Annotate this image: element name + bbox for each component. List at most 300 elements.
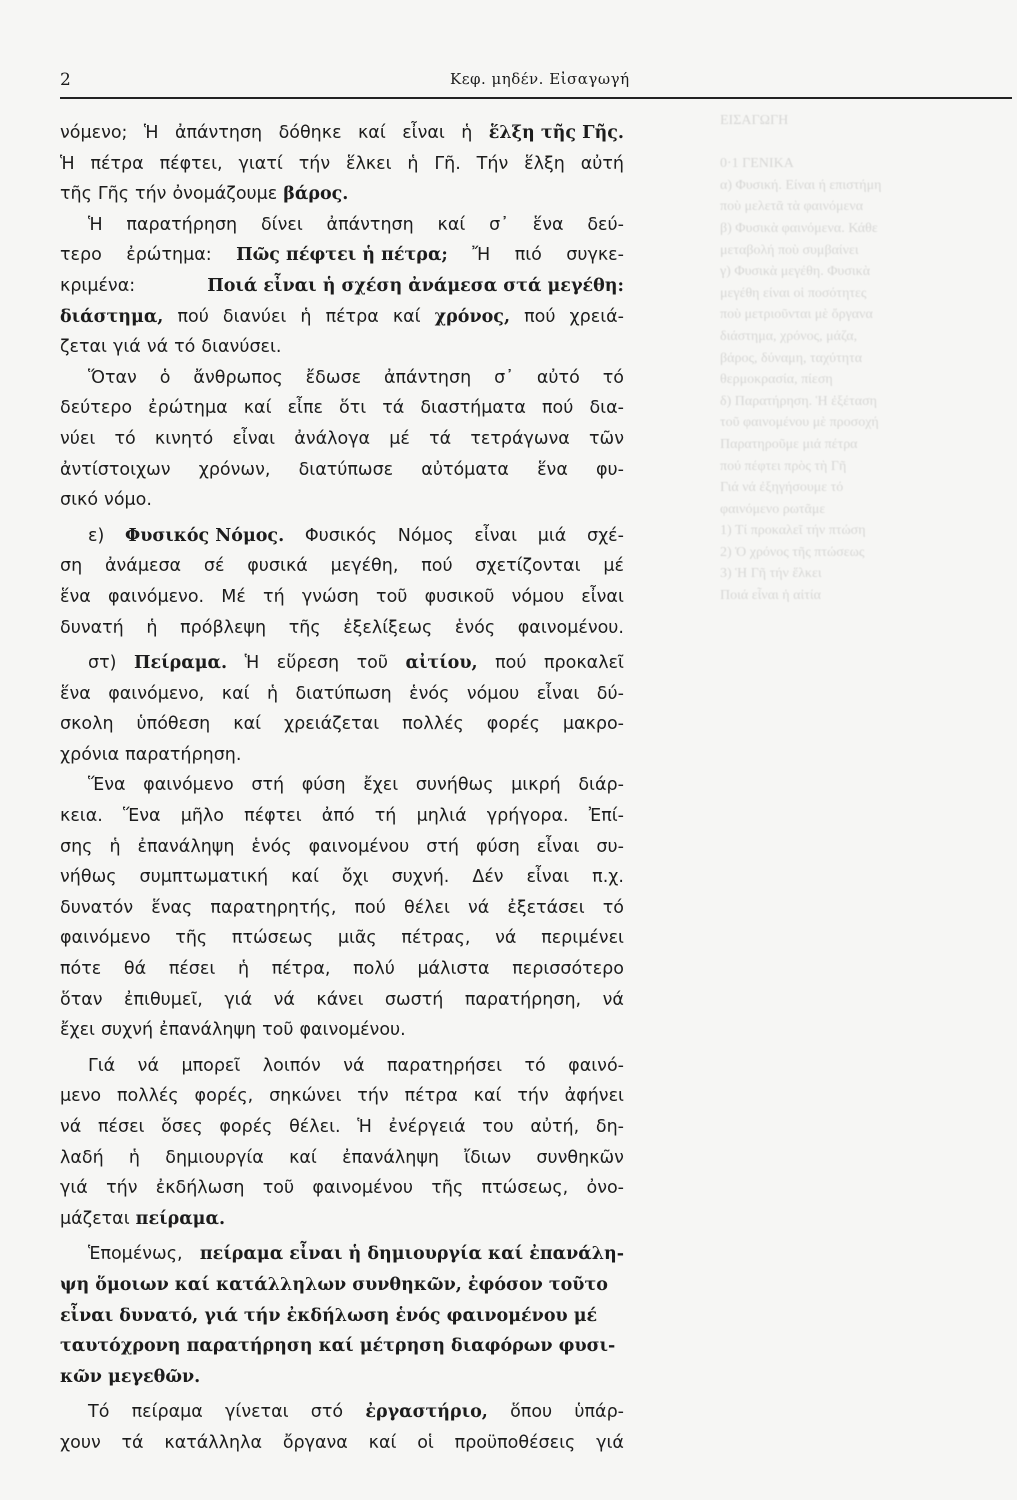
body-text <box>60 118 624 1459</box>
word: πέτρα <box>404 1086 458 1107</box>
word: ἕλξη <box>524 153 565 174</box>
text-line <box>60 954 624 985</box>
word: γιατί <box>238 153 283 174</box>
word: φαινομένου <box>308 836 410 857</box>
word: λοιπόν <box>262 1055 321 1076</box>
word: χρόνια <box>60 744 120 765</box>
word: διανύει <box>222 306 287 327</box>
word: νά <box>137 1055 159 1076</box>
bold-term: διάστημα, <box>60 306 164 327</box>
word: Ἑπομένως, <box>88 1244 183 1265</box>
word: Ἤ <box>472 245 491 266</box>
text-line <box>60 455 624 486</box>
word: καί <box>291 867 319 888</box>
word: ἄνθρωπος <box>193 367 283 388</box>
word: μέ <box>389 428 410 449</box>
text-line <box>60 1428 624 1459</box>
word: τῆς <box>175 928 208 949</box>
word: του <box>482 1117 514 1137</box>
word: καί <box>243 398 272 419</box>
word: φυσικοῦ <box>424 586 495 607</box>
word: τῶν <box>589 428 624 449</box>
word: φαινόμενο <box>143 775 234 796</box>
word: πέσει <box>97 1117 145 1137</box>
word: ἡ <box>146 617 158 638</box>
text-line <box>60 1051 624 1082</box>
word: ἕνα <box>60 683 91 704</box>
word: τό <box>602 897 624 918</box>
word: κινητό <box>154 428 214 449</box>
word: τετράγωνα <box>470 428 570 449</box>
word: νόμενο; <box>60 123 128 143</box>
word: περισσότερο <box>512 959 624 980</box>
word: ἴδιων <box>464 1147 512 1168</box>
word: προϋποθέσεις <box>454 1432 576 1453</box>
text-line <box>60 1015 624 1046</box>
word: ἡ <box>237 959 250 980</box>
word: φύση <box>301 775 346 796</box>
word: ὅτι <box>339 398 367 419</box>
word: πού <box>421 556 453 577</box>
word: μηλιά <box>416 806 467 827</box>
word: στή <box>426 836 459 857</box>
word: ὄχι <box>341 867 369 888</box>
word: αὐτόματα <box>421 459 509 480</box>
word: ἐνέργειά <box>388 1117 466 1137</box>
word: σκολη <box>60 714 114 735</box>
word: ἀντίστοιχων <box>60 459 171 480</box>
word: ἕνα <box>60 586 91 607</box>
word: τά <box>429 428 452 449</box>
word: Γιά <box>88 1055 116 1076</box>
word: ὅταν <box>60 989 103 1010</box>
text-line <box>60 832 624 863</box>
word: χουν <box>60 1432 101 1453</box>
word: τοῦ <box>356 653 388 674</box>
word: Ἡ <box>143 123 159 143</box>
word: ἐπανάληψη <box>159 1020 257 1041</box>
word: συνθηκῶν <box>536 1147 624 1168</box>
word: νόμο. <box>104 490 152 511</box>
word: μενο <box>60 1086 102 1107</box>
text-line <box>60 1173 624 1204</box>
word: εἶναι <box>536 683 580 704</box>
word: καί <box>357 123 386 143</box>
word: σηκώνει <box>269 1086 342 1107</box>
word: νόμου <box>466 683 520 704</box>
word: χρειάζεται <box>284 714 380 735</box>
word: εἶναι <box>526 867 570 888</box>
word: πέφτει, <box>159 153 223 174</box>
word: Μέ <box>221 586 246 607</box>
word: ἔδωσε <box>305 367 362 388</box>
bleed-through-facing-page: ΕΙΣΑΓΩΓΗ 0·1 ΓΕΝΙΚΑ α) Φυσική. Είναι ή επιστήμη ποὺ μελετᾶ τὰ φαινόμενα β) Φυσικὰ φαινόμενα. Κάθε μεταβολή ποὺ συμβαίνει γ) Φυσικὰ μεγέθη. Φυσικὰ μεγέθη είναι οἱ ποσότητες ποὺ μετριοῦνται μὲ ὄργανα διάστημα, χρόνος, μάζα, βάρος, δύναμη, ταχύτητα θερμοκρασία, πίεση δ) Παρατήρηση. Ἡ ἐξέταση τοῦ φαινομένου μὲ προσοχή Παρατηροῦμε μιά πέτρα πού πέφτει πρὸς τὴ Γῆ Γιά νά ἐξηγήσουμε τό φαινόμενο ρωτᾶμε 1) Τί προκαλεῖ τήν πτώση 2) Ὁ χρόνος τῆς πτώσεως 3) Ἡ Γῆ τήν ἕλκει Ποιά εἶναι ἡ αἰτία <box>720 113 882 604</box>
bold-term: Ποιά εἶναι ἡ σχέση ἀνάμεσα στά μεγέθη: <box>207 275 624 296</box>
word: ἀνάλογα <box>294 428 371 449</box>
word: φύση <box>475 836 520 857</box>
word: ὑπόθεση <box>136 714 211 735</box>
word: Ἡ <box>88 214 103 235</box>
word: γιά <box>596 1432 624 1453</box>
word: εἶπε <box>287 398 323 419</box>
word: πού <box>542 398 574 419</box>
bold-term: Πείραμα. <box>133 653 228 674</box>
text-line <box>60 801 624 832</box>
word: σχέ- <box>586 525 624 546</box>
text-line <box>60 240 624 271</box>
word: ὀνομάζουμε <box>172 184 278 205</box>
word: φαινομένου <box>312 1178 414 1199</box>
word: Γῆ. <box>434 153 461 174</box>
word: νά <box>60 1117 82 1137</box>
text-line <box>60 1081 624 1112</box>
word: Νόμος <box>397 525 454 546</box>
word: τήν <box>135 184 167 205</box>
word: δυνατή <box>60 617 124 638</box>
word: μέ <box>603 556 624 577</box>
word: νήθως <box>60 867 117 888</box>
word: ὀνο- <box>586 1178 624 1199</box>
word: φαινόμενο <box>60 928 151 949</box>
text-line <box>60 1331 624 1362</box>
word: ση <box>60 556 83 577</box>
word: παρατηρητής, <box>210 897 337 918</box>
word: τήν <box>298 153 331 174</box>
word: συμπτωματική <box>139 867 269 888</box>
word: στό <box>310 1402 344 1423</box>
word: ἕνα <box>537 459 568 480</box>
word: πέτρα <box>325 306 379 327</box>
bold-term: ψη ὅμοιων καί κατάλληλων συνθηκῶν, ἐφόσον τοῦτο <box>60 1274 608 1295</box>
word: τῆς <box>288 617 321 638</box>
word: ἀπάντηση <box>383 367 472 388</box>
word: ἡ <box>109 836 121 857</box>
word: Τήν <box>476 153 509 174</box>
word: γίνεται <box>225 1402 289 1423</box>
word: φαινόμενο, <box>108 683 205 704</box>
text-line <box>60 424 624 455</box>
word: γιά <box>112 337 141 358</box>
word: πέφτει <box>244 806 302 827</box>
text-line <box>60 1397 624 1428</box>
word: ὁ <box>159 367 171 388</box>
word: πότε <box>60 959 102 980</box>
word: χρειά- <box>569 306 624 327</box>
word: διατύπωσε <box>298 459 394 480</box>
word: ὅσες <box>161 1117 203 1137</box>
word: συχνή <box>100 1020 154 1041</box>
word: γιά <box>60 1178 88 1199</box>
word: ἡ <box>407 153 419 174</box>
word: ἐξελίξεως <box>343 617 433 638</box>
word: νύει <box>60 428 96 449</box>
word: Ἐπί- <box>588 806 624 827</box>
text-line <box>60 393 624 424</box>
word: πρόβλεψη <box>180 617 267 638</box>
word: τά <box>382 398 405 419</box>
word: παρατηρήσει <box>387 1055 503 1076</box>
word: ἕλκει <box>345 153 392 174</box>
word: αὐτή, <box>530 1117 580 1137</box>
word: διατύπωση <box>295 683 392 704</box>
word: δίνει <box>260 214 303 235</box>
text-line <box>60 740 624 771</box>
word: χρόνων, <box>198 459 271 480</box>
word: λαδή <box>60 1147 104 1168</box>
text-line <box>60 1204 624 1235</box>
word: περιμένει <box>541 928 624 949</box>
word: εὕρεση <box>276 653 340 674</box>
word: κάνει <box>316 989 364 1010</box>
word: ὄργανα <box>282 1432 348 1453</box>
word: γνώση <box>301 586 359 607</box>
word: ἐξετάσει <box>507 897 585 918</box>
word: πτώσεως <box>231 928 314 949</box>
word: πείραμα <box>131 1402 203 1423</box>
word: διανύσει. <box>201 337 282 358</box>
header-rule <box>60 97 1012 99</box>
word: ἐπανάληψη <box>342 1147 439 1168</box>
word: ἐπανάληψη <box>137 836 235 857</box>
word: πού <box>495 653 527 674</box>
text-line <box>60 179 624 210</box>
word: ἡ <box>128 1147 141 1168</box>
word: σικό <box>60 490 99 511</box>
word: θέλει <box>403 897 450 918</box>
word: καί <box>392 306 421 327</box>
text-line <box>60 1270 624 1301</box>
word: μιά <box>537 525 567 546</box>
word: ἐπιθυμεῖ, <box>124 989 203 1010</box>
word: καί <box>289 1147 317 1168</box>
word: παρατήρηση, <box>464 989 582 1010</box>
word: Τό <box>88 1402 110 1423</box>
word: δεύ- <box>587 214 624 235</box>
word: τερο <box>60 245 102 266</box>
word: εἶναι <box>581 586 624 607</box>
word: σέ <box>203 556 225 577</box>
text-line <box>60 1362 624 1393</box>
word: Ἕνα <box>88 775 126 796</box>
word: φορές <box>219 1117 273 1137</box>
word: σχετίζονται <box>475 556 581 577</box>
word: παρατήρηση. <box>125 744 242 765</box>
word: φαινομένου. <box>517 617 624 638</box>
word: τό <box>602 367 624 388</box>
word: ὑπάρ- <box>574 1402 624 1423</box>
text-line <box>60 679 624 710</box>
text-line <box>60 485 624 516</box>
word: ἐκδήλωση <box>155 1178 245 1199</box>
word: νά <box>146 337 169 358</box>
word: εἶναι <box>474 525 518 546</box>
word: ἀπό <box>321 806 355 827</box>
word: νά <box>467 897 490 918</box>
word: κεια. <box>60 806 103 827</box>
word: π.χ. <box>592 867 624 888</box>
word: φυσικά <box>247 556 308 577</box>
word: ἡ <box>461 123 473 143</box>
text-line <box>60 862 624 893</box>
word: ἐρώτημα: <box>126 245 212 266</box>
word: θά <box>123 959 147 980</box>
word: νόμου <box>511 586 565 607</box>
text-line <box>60 923 624 954</box>
text-line <box>60 648 624 679</box>
word: καί <box>437 214 466 235</box>
bold-term: ἐργαστήριο, <box>365 1402 488 1423</box>
word: πολλές <box>116 1086 179 1107</box>
word: ἑνός <box>251 836 292 857</box>
word: νά <box>602 989 624 1010</box>
text-line <box>60 1301 624 1332</box>
word: φαινόμενο. <box>107 586 205 607</box>
word: διαστήματα <box>420 398 526 419</box>
text-line <box>60 582 624 613</box>
page-number: 2 <box>60 70 71 90</box>
text-line <box>60 709 624 740</box>
bold-term: Φυσικός Νόμος. <box>124 525 285 546</box>
bold-term: Πῶς πέφτει ἡ πέτρα; <box>236 245 448 266</box>
word: γρήγορα. <box>486 806 569 827</box>
word: νά <box>273 989 295 1010</box>
word: πιό <box>514 245 542 266</box>
word: Ἡ <box>60 153 75 174</box>
word: φορές, <box>194 1086 254 1107</box>
word: ἔχει <box>363 775 399 796</box>
word: ὅπου <box>510 1402 553 1423</box>
word: ἀνάμεσα <box>105 556 182 577</box>
word: μεγέθη, <box>330 556 399 577</box>
word: τῆς <box>60 184 92 205</box>
word: σωστή <box>384 989 444 1010</box>
word: νά <box>343 1055 365 1076</box>
word: τή <box>263 586 285 607</box>
word: τήν <box>517 1086 549 1107</box>
word: μάλιστα <box>417 959 490 980</box>
word: μικρή <box>511 775 561 796</box>
word: καί <box>233 714 262 735</box>
word: ἡ <box>300 306 312 327</box>
word: προκαλεῖ <box>544 653 624 674</box>
text-line <box>60 1112 624 1143</box>
word: τό <box>524 1055 546 1076</box>
bold-term: χρόνος, <box>434 306 511 327</box>
word: πέσει <box>168 959 216 980</box>
word: πτώσεως, <box>481 1178 569 1199</box>
word: φυ- <box>596 459 624 480</box>
word: ἐρώτημα <box>148 398 228 419</box>
word: συγκε- <box>566 245 624 266</box>
word: τά <box>121 1432 144 1453</box>
word: δεύτερο <box>60 398 133 419</box>
text-line <box>60 302 624 333</box>
bold-term: πείραμα. <box>135 1208 226 1229</box>
word: φορές <box>486 714 540 735</box>
word: εἶναι <box>402 123 445 143</box>
word: ἀφήνει <box>564 1086 624 1107</box>
word: Ὅταν <box>88 367 137 388</box>
word: δόθηκε <box>278 123 342 143</box>
bold-term: εἶναι δυνατό, γιά τήν ἐκδήλωση ἑνός φαινομένου μέ <box>60 1305 598 1326</box>
word: πολύ <box>353 959 395 980</box>
word: γιά <box>224 989 253 1010</box>
word: συνήθως <box>415 775 494 796</box>
word: αὐτό <box>536 367 580 388</box>
word: μακρο- <box>562 714 624 735</box>
word: στή <box>251 775 285 796</box>
text-line <box>60 551 624 582</box>
word: κριμένα: <box>60 275 136 296</box>
text-line <box>60 271 624 302</box>
text-line <box>60 985 624 1016</box>
bold-term: ἕλξη τῆς Γῆς. <box>488 123 624 143</box>
word: σης <box>60 836 93 857</box>
word: καί <box>221 683 250 704</box>
word: μῆλο <box>180 806 224 827</box>
bold-term: αἰτίου, <box>405 653 478 674</box>
word: εἶναι <box>536 836 580 857</box>
word: μιᾶς <box>337 928 377 949</box>
word: Γῆς <box>97 184 130 205</box>
word: στ) <box>88 653 117 674</box>
word: Ἡ <box>244 653 260 674</box>
word: τοῦ <box>262 1178 295 1199</box>
text-line <box>60 893 624 924</box>
word: τοῦ <box>262 1020 294 1041</box>
word: ἕνας <box>151 897 193 918</box>
word: ἀπάντηση <box>174 123 263 143</box>
word: Φυσικός <box>304 525 378 546</box>
text-line <box>60 770 624 801</box>
word: δυνατόν <box>60 897 134 918</box>
word: ε) <box>88 525 105 546</box>
word: μπορεῖ <box>181 1055 241 1076</box>
word: οἱ <box>417 1432 434 1453</box>
text-line <box>60 1143 624 1174</box>
word: διάρ- <box>578 775 624 796</box>
running-title: Κεφ. μηδέν. Εἰσαγωγή <box>450 70 630 88</box>
word: πολλές <box>402 714 464 735</box>
word: τήν <box>106 1178 138 1199</box>
text-line <box>60 363 624 394</box>
word: καί <box>368 1432 397 1453</box>
bold-term: κῶν μεγεθῶν. <box>60 1366 201 1387</box>
word: πού <box>354 897 386 918</box>
word: δη- <box>595 1117 624 1137</box>
word: καί <box>473 1086 502 1107</box>
bold-term: ταυτόχρονη παρατήρηση καί μέτρηση διαφόρων φυσι- <box>60 1336 616 1357</box>
word: ἑνός <box>454 617 496 638</box>
word: ζεται <box>60 337 107 358</box>
word: Ἕνα <box>122 806 161 827</box>
word: Δέν <box>472 867 504 888</box>
word: τῆς <box>431 1178 464 1199</box>
word: συ- <box>596 836 624 857</box>
word: τήν <box>357 1086 389 1107</box>
word: πέτρας, <box>401 928 471 949</box>
word: σ᾽ <box>489 214 509 235</box>
word: μάζεται <box>60 1208 130 1229</box>
word: θέλει. <box>289 1117 341 1137</box>
word: δύ- <box>596 683 624 704</box>
word: εἶναι <box>232 428 276 449</box>
text-line <box>60 149 624 180</box>
word: τή <box>374 806 397 827</box>
word: παρατήρηση <box>126 214 238 235</box>
bold-term: βάρος. <box>283 184 349 205</box>
text-line <box>60 613 624 644</box>
